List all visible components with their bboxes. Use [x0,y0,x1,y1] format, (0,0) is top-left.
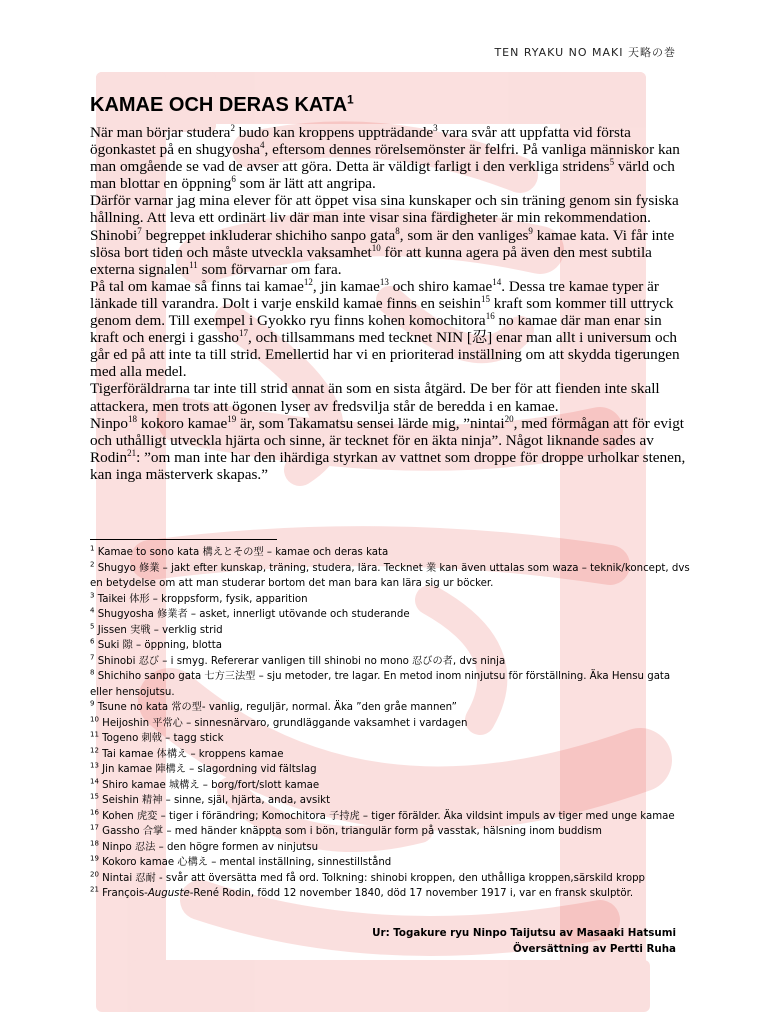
footnote-ref[interactable]: 21 [127,447,137,458]
footnote-ref[interactable]: 8 [395,225,400,236]
footnote-item [90,886,690,902]
footnote-text: Jissen 実戦 – verklig strid [97,624,223,636]
footnote-number: 1 [90,544,95,553]
footnote-number: 18 [90,839,99,848]
footnote-number: 6 [90,637,95,646]
footnote-item [90,840,690,856]
footnote-item [90,871,690,887]
footnote-ref[interactable]: 7 [137,225,142,236]
footnote-text: Kohen 虎変 – tiger i förändring; Komochitora 子持虎 – tiger förälder. Äka vildsint impuls av tiger med unge kamae [102,810,675,822]
chapter-title [90,94,354,117]
footnote-text: Nintai 忍耐 - svår att översätta med få ord. Tolkning: shinobi kroppen, den uthålliga kroppen,särskild kropp [102,872,646,884]
footnote-text: Shugyosha 修業者 – asket, innerligt utövande och studerande [97,609,410,620]
footnote-text: Ninpo 忍法 – den högre formen av ninjutsu [102,841,319,853]
footnote-ref[interactable]: 20 [504,413,514,424]
footnote-ref[interactable]: 19 [227,413,237,424]
footnote-ref[interactable]: 1 [347,92,354,107]
footnote-text: Tsune no kata 常の型- vanlig, reguljär, normal. Äka ”den gråe mannen” [97,702,457,713]
footnote-ref[interactable]: 11 [189,259,198,270]
footnote-text: Heijoshin 平常心 – sinnesnärvaro, grundläggande vaksamhet i vardagen [102,717,468,729]
footnote-number: 9 [90,699,95,708]
footnote-text: Shinobi 忍び – i smyg. Refererar vanligen till shinobi no mono 忍びの者, dvs ninja [97,655,506,667]
footnote-number: 17 [90,823,99,832]
footnote-ref[interactable]: 15 [480,293,490,304]
footnote-text: François-Auguste-René Rodin, född 12 november 1840, död 17 november 1917 i, var en fransk skulptör. [102,888,634,899]
footnote-number: 11 [90,730,99,739]
footnote-text: Shiro kamae 城構え – borg/fort/slott kamae [102,779,320,791]
footnote-text: Kamae to sono kata 構えとその型 – kamae och deras kata [97,547,389,558]
footnote-text: Suki 隙 – öppning, blotta [97,640,222,651]
footnote-item [90,731,690,747]
footnote-text: Tai kamae 体構え – kroppens kamae [102,748,284,760]
footnote-item [90,762,690,778]
footnote-item [90,654,690,670]
footnote-separator [90,539,277,540]
footnote-text: Taikei 体形 – kroppsform, fysik, apparition [97,593,308,605]
footnote-text: Seishin 精神 – sinne, själ, hjärta, anda, avsikt [102,795,331,806]
footnote-number: 3 [90,591,95,600]
paragraph-6: Ninpo$^{18}$ kokoro kamae$^{19}$ är, som Takamatsu sensei lärde mig, ”nintai$^{20}$, med förmågan att för evigt och uthålligt utveckla hjärta och sinne, är tecknet för en äkta ninja”. Något liknande sades av Rodin$^{21}$: ”om man inte har den ihärdiga styrkan av vattnet som droppe för droppe urholkar stenen, kan inga mästerverk skapas.” [90,413,686,483]
paragraph-1: När man börjar studera$^2$ budo kan kroppens uppträdande$^3$ vara svår att uppfatta vid första ögonkastet på en shugyosha$^4$, eftersom dennes rörelsemönster är felfri. På vanliga människor kan man omgående se vad de avser att göra. Detta är väldigt farligt i den verkliga stridens$^5$ värld och man blottar en öppning$^6$ som är lätt att angripa. [90,122,680,193]
body-text [90,124,690,483]
footnote-item [90,778,690,794]
footnote-number: 14 [90,777,99,786]
footnote-ref[interactable]: 4 [259,140,265,151]
footnote-item [90,561,690,592]
footnote-text: Kokoro kamae 心構え – mental inställning, sinnestillstånd [102,857,392,868]
footnote-number: 15 [90,792,99,801]
footnote-text: Jin kamae 陣構え – slagordning vid fältslag [102,764,317,775]
footnote-item [90,855,690,871]
footnote-item [90,700,690,716]
paragraph-2: Därför varnar jag mina elever för att öppet visa sina kunskaper och sin träning genom sin fysiska hållning. Att leva ett ordinärt liv där man inte visar sina färdigheter är min rekommendation. [90,192,679,227]
footnote-number: 2 [90,560,95,569]
source-credit: Ur: Togakure ryu Ninpo Taijutsu av Masaaki Hatsumi [372,927,676,939]
footnote-ref[interactable]: 2 [230,122,235,133]
footnote-ref[interactable]: 10 [371,242,381,253]
chapter-title-text: KAMAE OCH DERAS KATA [90,94,348,116]
credits [372,925,676,957]
translator-credit: Översättning av Pertti Ruha [513,943,676,955]
footnote-item [90,545,690,561]
footnote-number: 5 [90,622,95,631]
footnote-item [90,716,690,732]
running-header: TEN RYAKU NO MAKI 天略の巻 [494,46,676,59]
footnote-item [90,638,690,654]
footnote-number: 20 [90,870,99,879]
footnote-number: 7 [90,653,95,662]
footnote-item [90,793,690,809]
footnote-number: 4 [90,606,95,615]
footnote-number: 12 [90,746,99,755]
footnote-number: 10 [90,715,99,724]
footnote-item [90,623,690,639]
paragraph-4: På tal om kamae så finns tai kamae$^{12}$, jin kamae$^{13}$ och shiro kamae$^{14}$. Dessa tre kamae typer är länkade till varandra. Dolt i varje enskild kamae finns en seishin$^{15}$ kraft som kommer till uttryck genom dem. Till exempel i Gyokko ryu finns kohen komochitora$^{16}$ no kamae där man enar sin kraft och energi i gassho$^{17}$, och tillsammans med tecknet NIN [忍] enar man allt i universum och går ed på att inte ta till strid. Emellertid har vi en prioriterad inställning om att skydda tigerungen med alla medel. [90,276,680,381]
footnote-ref[interactable]: 16 [485,310,495,321]
footnote-item [90,607,690,623]
footnote-ref[interactable]: 3 [433,122,438,133]
footnote-number: 8 [90,668,95,677]
footnote-ref[interactable]: 13 [379,276,389,287]
paragraph-5: Tigerföräldrarna tar inte till strid annat än som en sista åtgärd. De ber för att fienden inte skall attackera, men trots att ögonen lyser av fredsvilja står de beredda i en kamae. [90,380,660,415]
footnote-ref[interactable]: 17 [239,328,249,339]
footnote-ref[interactable]: 14 [492,276,502,287]
footnote-ref[interactable]: 12 [303,276,313,287]
footnote-item [90,669,690,700]
paragraph-3: Shinobi$^7$ begreppet inkluderar shichiho sanpo gata$^8$, som är den vanliges$^9$ kamae kata. Vi får inte slösa bort tiden och måste utveckla vaksamhet$^{10}$ för att kunna agera på även den mest subtila externa signalen$^{11}$ som förvarnar om fara. [90,225,675,278]
footnote-ref[interactable]: 5 [609,157,615,168]
footnote-text: Gassho 合掌 – med händer knäppta som i bön, triangulär form på vasstak, hälsning inom buddism [102,826,602,837]
footnotes-list [90,545,690,902]
footnote-number: 21 [90,885,99,894]
footnote-text: Shichiho sanpo gata 七方三法型 – sju metoder, tre lagar. En metod inom ninjutsu för förställning. Äka Hensu gata eller hensojutsu. [90,671,671,698]
footnote-number: 19 [90,854,99,863]
footnote-ref[interactable]: 6 [231,174,236,185]
footnote-item [90,747,690,763]
footnote-item [90,809,690,825]
footnote-text: Shugyo 修業 – jakt efter kunskap, träning, studera, lära. Tecknet 業 kan även uttalas som waza – teknik/koncept, dvs en betydelse om att man studerar bortom det man bara kan lära sig ur böcker. [90,562,690,589]
footnote-item [90,824,690,840]
footnote-text: Togeno 刺戟 – tagg stick [102,733,224,744]
footnote-ref[interactable]: 9 [528,225,533,236]
footnote-ref[interactable]: 18 [127,413,137,424]
footnote-item [90,592,690,608]
footnote-number: 13 [90,761,99,770]
footnote-number: 16 [90,808,99,817]
